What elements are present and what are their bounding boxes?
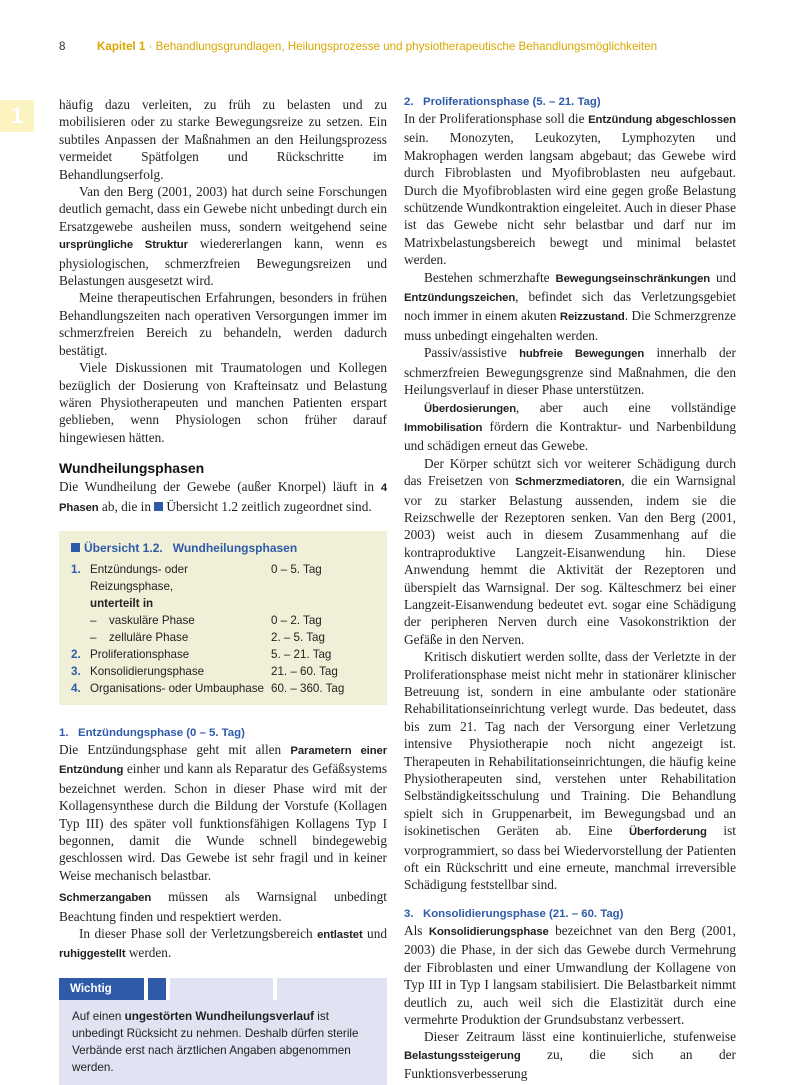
paragraph: Viele Diskussionen mit Traumatologen und Kollegen bezüglich der Dosierung von Krafteinsatz und Belastung wären Physiotherapeuten und manchen Patienten erspart geblieben, wenn Physiologen schon früher darauf hingewiesen hätten. [59,360,387,445]
important-label: Wichtig [59,978,144,1000]
paragraph: Schmerzangaben müssen als Warnsignal unbedingt Beachtung finden und respektiert werden. [59,889,387,924]
paragraph: Passiv/assistive hubfreie Bewegungen innerhalb der schmerzfreien Bewegungsgrenze sind Maßnahmen, die den Heilungsverlauf in dieser Phase unterstützen. [404,345,736,398]
paragraph: Dieser Zeitraum lässt eine kontinuierliche, stufenweise Belastungssteigerung zu, die sich an der Funktionsverbesserung [404,1029,736,1082]
paragraph: Bestehen schmerzhafte Bewegungseinschränkungen und Entzündungszeichen, befindet sich das Verletzungsgebiet noch immer in einem akuten Reizzustand. Die Schmerzgrenze muss unbedingt eingehalten werden. [404,269,736,343]
important-header [59,978,387,1000]
paragraph: Kritisch diskutiert werden sollte, dass der Verletzte in der Proliferationsphase meist nicht mehr in stationärer klinischer Betreuung ist, sondern in eine ambulante oder stationäre Rehabilitationseinrichtung verlegt wurde. Das bedeutet, dass bis zum 21. Tag nach der Versorgung einer Verletzung intensive Physiotherapie noch nicht angezeigt ist. Therapeuten in Rehabilitationseinrichtungen, die häufig keine Physiotherapeuten sind, verstehen unter Rehabilitation Selbständigkeitsschulung und Training. Die Behandlung spielt sich in Gruppenarbeit, im Bewegungsbad und an isokinetischen Geräten ab. Eine Überforderung ist vorprogrammiert, so dass bei Wiedervorstellung der Patienten oft ein Rückschritt und eine erneute, manchmal irreversible Schädigung feststellbar sind. [404,649,736,893]
overview-row: 1. Entzündungs- oder Reizungsphase, 0 – 5. Tag [71,562,322,593]
paragraph: In dieser Phase soll der Verletzungsbereich entlastet und ruhiggestellt werden. [59,926,387,961]
paragraph: Überdosierungen, aber auch eine vollständige Immobilisation fördern die Kontraktur- und Narbenbildung und schädigen erneut das Gewebe. [404,399,736,454]
subsection-heading: 1. Entzündungsphase (0 – 5. Tag) [59,726,245,739]
overview-row: unterteilt in [90,596,154,610]
overview-title: Übersicht 1.2. Wundheilungsphasen [71,541,379,555]
overview-box [59,531,387,705]
subsection-heading: 3. Konsolidierungsphase (21. – 60. Tag) [404,907,624,920]
right-column [404,96,736,1083]
overview-row: 4. Organisations- oder Umbauphase 60. – 360. Tag [71,681,345,695]
paragraph: Der Körper schützt sich vor weiterer Schädigung durch das Freisetzen von Schmerzmediatoren, die ein Warnsignal vor zu starker Belastung aussenden, indem sie die Reizschwelle der Rezeptoren senken. Van den Berg (2001, 2003) weist auch in diesem Zusammenhang auf die kontraproduktive Langzeit-Eisanwendung hin. Diese Anwendung hemmt die Aktivität der Rezeptoren und überspielt das Warnsignal. Der sog. Kälteschmerz bei einer Langzeit-Eisanwendung bedeutet evt. sogar eine Schädigung der peripheren Nerven durch eine Vasokonstriktion der Gefäße in den Nerven. [404,455,736,647]
overview-row: – zelluläre Phase 2. – 5. Tag [90,630,325,644]
paragraph: Die Wundheilung der Gewebe (außer Knorpel) läuft in 4 Phasen ab, die in Übersicht 1.2 zeitlich zugeordnet sind. [59,479,387,514]
paragraph: In der Proliferationsphase soll die Entzündung abgeschlossen sein. Monozyten, Leukozyten, Lymphozyten und Makrophagen werden langsam abgebaut; das Gewebe wird durch Fibroblasten und Myofibroblasten neu aufgebaut. Durch die Myofibroblasten wird eine gegen große Belastung schützende Wundkontraktion eingeleitet. Auch in dieser Phase ist das Gewebe nicht sehr belastbar und darf nur im Matrixbelastungsbereich bewegt und minimal belastet werden. [404,111,736,268]
paragraph: Meine therapeutischen Erfahrungen, besonders in frühen Behandlungszeiten nach operativen Versorgungen immer im schmerzfreien Bereich zu behandeln, werden dadurch bestätigt. [59,290,387,358]
section-heading: Wundheilungsphasen [59,460,205,477]
running-head [59,40,759,53]
left-column [59,96,387,1085]
important-text: Auf einen ungestörten Wundheilungsverlauf ist unbedingt Rücksicht zu nehmen. Deshalb dürfen sterile Verbände erst nach ärztlichen Angaben abgenommen werden. [59,1000,387,1085]
overview-marker-icon [71,543,80,552]
chapter-tab: 1 [0,100,34,132]
overview-row: 2. Proliferationsphase 5. – 21. Tag [71,647,332,661]
chapter-label: Kapitel 1 [97,40,146,53]
chapter-separator: · [145,40,156,53]
paragraph: Als Konsolidierungsphase bezeichnet van den Berg (2001, 2003) die Phase, in der sich das Gewebe durch Vermehrung der Fibroblasten und einer Umwandlung der Kollagene von Typ III in Typ I langsam stabilisiert. Die Belastbarkeit nimmt deutlich zu, auch weil sich die Elastizität durch eine vermehrte Produktion der Grundsubstanz verbessert. [404,922,736,1027]
paragraph: Van den Berg (2001, 2003) hat durch seine Forschungen deutlich gemacht, dass ein Gewebe nicht unbedingt durch ein Ersatzgewebe ausheilen muss, sondern weitgehend seine ursprüngliche Struktur wiedererlangen kann, wenn es physiologischen, schmerzfreien Bewegungsreizen und Belastungen ausgesetzt wird. [59,184,388,289]
chapter-title: Behandlungsgrundlagen, Heilungsprozesse und physiotherapeutische Behandlungsmöglichkeiten [155,40,658,53]
subsection-heading: 2. Proliferationsphase (5. – 21. Tag) [404,96,601,108]
overview-row: – vaskuläre Phase 0 – 2. Tag [90,613,322,627]
important-box [59,978,387,1085]
overview-row: 3. Konsolidierungsphase 21. – 60. Tag [71,664,338,678]
paragraph: häufig dazu verleiten, zu früh zu belasten und zu mobilisieren oder zu starke Bewegungsreize zu setzen. Ein subtiles Anpassen der Maßnahmen an den Heilungsprozess vermeidet Spätfolgen und Rückschritte im Behandlungserfolg. [59,97,387,182]
page-number: 8 [59,40,66,53]
paragraph: Die Entzündungsphase geht mit allen Parametern einer Entzündung einher und kann als Reparatur des Gefäßsystems bezeichnet werden. Schon in dieser Phase wird mit der Kollagensynthese durch die Bildung der Vorstufe (Kollagen Typ III) des später voll funktionsfähigen Kollagens Typ I begonnen, damit die Wunde schnell bindegewebig geschlossen wird. Das Gewebe ist sehr fragil und in keiner Weise mechanisch belastbar. [59,741,387,883]
figure-reference-icon [154,502,163,511]
